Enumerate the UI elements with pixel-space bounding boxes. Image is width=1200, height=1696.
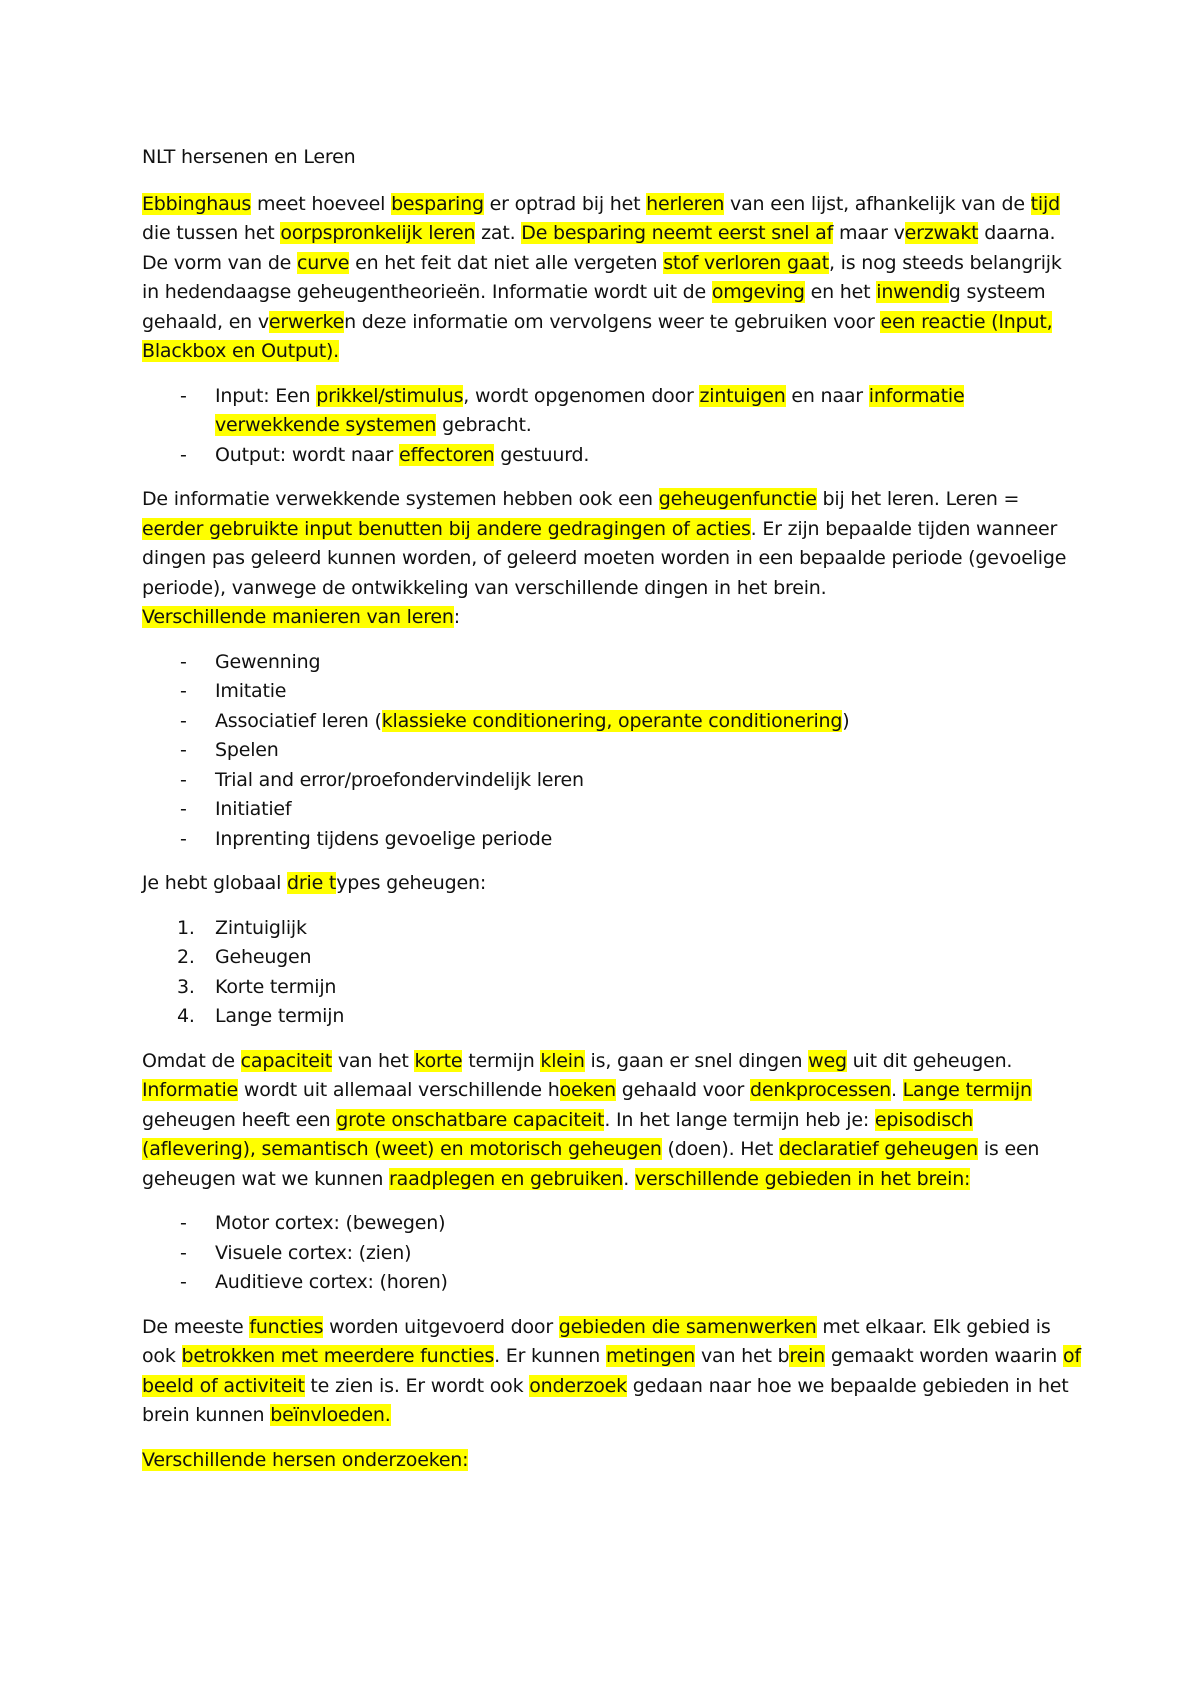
body-text: . Er kunnen bbox=[494, 1345, 606, 1367]
body-text: en het feit dat niet alle vergeten bbox=[349, 251, 664, 274]
body-text: die tussen het bbox=[142, 222, 281, 244]
highlighted-text: metingen bbox=[605, 1345, 696, 1367]
body-text: te zien is. Er wordt ook bbox=[304, 1374, 530, 1397]
body-text: van het b bbox=[695, 1345, 790, 1367]
body-text: Inprenting tijdens gevoelige periode bbox=[215, 827, 553, 850]
highlighted-text: grote onschatbare capaciteit bbox=[336, 1108, 605, 1131]
highlighted-text: curve bbox=[297, 251, 350, 274]
highlighted-text: een reactie (Input, Blackbox en Output). bbox=[142, 310, 1053, 362]
highlighted-text: verschillende gebieden in het brein: bbox=[634, 1167, 971, 1190]
highlighted-text: functies bbox=[249, 1315, 324, 1338]
list-item bbox=[142, 736, 1082, 766]
body-text: Associatief leren ( bbox=[215, 709, 382, 732]
highlighted-text: besparing bbox=[391, 192, 484, 215]
body-text: met elkaar. Elk gebied is ook bbox=[142, 1315, 1051, 1367]
body-text: g systeem gehaald, en v bbox=[142, 281, 1046, 333]
highlighted-text: rein bbox=[789, 1345, 826, 1367]
body-text: . Er zijn bepaalde tijden wanneer dingen pas geleerd kunnen worden, of geleerd moeten worden in een bepaalde periode (gevoelige periode), vanwege de ontwikkeling van verschillende dingen in het brein. bbox=[142, 517, 1067, 599]
highlighted-text: Verschillende hersen onderzoeken: bbox=[142, 1448, 469, 1471]
highlighted-text: denkprocessen bbox=[750, 1079, 891, 1101]
highlighted-text: informatie verwekkende systemen bbox=[215, 384, 965, 436]
body-text: uit dit geheugen. bbox=[846, 1049, 1013, 1072]
input-output-list bbox=[142, 382, 1082, 471]
highlighted-text: betrokken met meerdere functies bbox=[181, 1345, 495, 1367]
document-title: NLT hersenen en Leren bbox=[142, 146, 356, 168]
paragraph-geheugen-types bbox=[142, 869, 1082, 899]
body-text: gemaakt worden waarin bbox=[825, 1345, 1063, 1367]
list-item-text: Geheugen bbox=[215, 946, 312, 968]
paragraph-functies bbox=[142, 1313, 1082, 1431]
list-item bbox=[142, 1002, 1082, 1032]
body-text: gebracht. bbox=[436, 414, 532, 436]
highlighted-text: raadplegen en gebruiken bbox=[389, 1167, 624, 1190]
body-text: geheugen heeft een bbox=[142, 1108, 337, 1131]
body-text: Initiatief bbox=[215, 798, 292, 820]
highlighted-text: zintuigen bbox=[699, 384, 786, 407]
body-text: is, gaan er snel dingen bbox=[584, 1049, 809, 1072]
body-text: van het bbox=[332, 1049, 415, 1072]
highlighted-text: capaciteit bbox=[240, 1049, 333, 1072]
highlighted-text: of beeld of activiteit bbox=[142, 1345, 1081, 1397]
document-page bbox=[142, 135, 1082, 1490]
body-text: Motor cortex: (bewegen) bbox=[215, 1212, 446, 1234]
list-item bbox=[142, 795, 1082, 825]
body-text: n deze informatie om vervolgens weer te gebruiken voor bbox=[344, 310, 881, 333]
highlighted-text: episodisch (aflevering), semantisch (weet) en motorisch geheugen bbox=[142, 1108, 974, 1160]
body-text: Auditieve cortex: (horen) bbox=[215, 1271, 448, 1293]
body-text: en naar bbox=[785, 384, 869, 407]
body-text: gehaald voor bbox=[615, 1079, 751, 1101]
body-text: wordt uit allemaal verschillende h bbox=[238, 1079, 560, 1101]
body-text: , is nog steeds belangrijk in hedendaagse geheugentheorieën. Informatie wordt uit de bbox=[142, 251, 1062, 303]
body-text: De meeste bbox=[142, 1315, 250, 1338]
list-item-text: Lange termijn bbox=[215, 1005, 345, 1027]
highlighted-text: erzwakt bbox=[904, 222, 979, 244]
list-number: 3. bbox=[177, 975, 195, 998]
highlighted-text: korte bbox=[414, 1049, 463, 1072]
body-text: Je hebt globaal bbox=[142, 872, 288, 894]
body-text: gedaan naar hoe we bepaalde gebieden in het brein kunnen bbox=[142, 1374, 1069, 1426]
paragraph-capaciteit bbox=[142, 1047, 1082, 1195]
highlighted-text: onderzoek bbox=[529, 1374, 627, 1397]
body-text: Trial and error/proefondervindelijk leren bbox=[215, 768, 584, 791]
body-text: is een geheugen wat we kunnen bbox=[142, 1138, 1040, 1190]
list-item bbox=[142, 382, 1082, 441]
body-text: en het bbox=[804, 281, 877, 303]
highlighted-text: prikkel/stimulus bbox=[316, 384, 464, 407]
paragraph-hersen-onderzoeken bbox=[142, 1446, 1082, 1476]
list-number: 1. bbox=[177, 916, 195, 939]
highlighted-text: oeken bbox=[559, 1079, 616, 1101]
list-item bbox=[142, 766, 1082, 796]
body-text: er optrad bij het bbox=[483, 192, 647, 215]
body-text: meet hoeveel bbox=[251, 192, 392, 215]
list-item bbox=[142, 914, 1082, 944]
body-text: Gewenning bbox=[215, 650, 321, 673]
highlighted-text: gebieden die samenwerken bbox=[558, 1315, 817, 1338]
highlighted-text: klein bbox=[540, 1049, 585, 1072]
body-text: ypes geheugen: bbox=[336, 872, 487, 894]
body-text: . bbox=[890, 1079, 903, 1101]
highlighted-text: tijd bbox=[1030, 192, 1060, 215]
highlighted-text: stof verloren gaat bbox=[663, 251, 829, 274]
highlighted-text: oorpspronkelijk leren bbox=[280, 222, 476, 244]
paragraph-informatie-systemen bbox=[142, 485, 1082, 603]
highlighted-text: klassieke conditionering, operante conditionering bbox=[381, 709, 843, 732]
body-text: Omdat de bbox=[142, 1049, 241, 1072]
list-item bbox=[142, 707, 1082, 737]
body-text: Visuele cortex: (zien) bbox=[215, 1241, 412, 1264]
highlighted-text: drie t bbox=[287, 872, 337, 894]
body-text: van een lijst, afhankelijk van de bbox=[724, 192, 1031, 215]
highlighted-text: Lange termijn bbox=[902, 1079, 1032, 1101]
list-item bbox=[142, 1239, 1082, 1269]
highlighted-text: inwendi bbox=[876, 281, 949, 303]
list-item bbox=[142, 943, 1082, 973]
body-text: Spelen bbox=[215, 739, 279, 761]
list-item bbox=[142, 973, 1082, 1003]
list-item bbox=[142, 1268, 1082, 1298]
paragraph-ebbinghaus bbox=[142, 190, 1082, 367]
highlighted-text: Informatie bbox=[142, 1079, 239, 1101]
list-item bbox=[142, 441, 1082, 471]
body-text: maar v bbox=[833, 222, 905, 244]
body-text: termijn bbox=[462, 1049, 541, 1072]
body-text: Imitatie bbox=[215, 680, 287, 702]
body-text: De informatie verwekkende systemen hebben ook een bbox=[142, 488, 659, 510]
body-text: Input: Een bbox=[215, 384, 317, 407]
highlighted-text: effectoren bbox=[399, 443, 495, 466]
highlighted-text: eerder gebruikte input benutten bij andere gedragingen of acties bbox=[142, 517, 751, 540]
body-text: daarna. De vorm van de bbox=[142, 222, 1056, 274]
list-item-text: Korte termijn bbox=[215, 975, 337, 998]
body-text: bij het leren. Leren = bbox=[816, 488, 1020, 510]
highlighted-text: De besparing neemt eerst snel af bbox=[521, 222, 834, 244]
highlighted-text: omgeving bbox=[711, 281, 805, 303]
body-text: worden uitgevoerd door bbox=[323, 1315, 559, 1338]
highlighted-text: declaratief geheugen bbox=[778, 1138, 978, 1160]
body-text: . bbox=[623, 1167, 635, 1190]
list-number: 2. bbox=[177, 946, 195, 968]
list-item bbox=[142, 677, 1082, 707]
learning-methods-list bbox=[142, 648, 1082, 855]
body-text: , wordt opgenomen door bbox=[463, 384, 700, 407]
highlighted-text: weg bbox=[808, 1049, 847, 1072]
highlighted-text: geheugenfunctie bbox=[658, 488, 817, 510]
list-number: 4. bbox=[177, 1005, 195, 1027]
highlighted-text: Verschillende manieren van leren bbox=[142, 606, 454, 628]
highlighted-text: Ebbinghaus bbox=[142, 192, 252, 215]
body-text: gestuurd. bbox=[494, 443, 590, 466]
list-item bbox=[142, 648, 1082, 678]
highlighted-text: erwerke bbox=[268, 310, 345, 333]
highlighted-text: beïnvloeden. bbox=[270, 1404, 391, 1426]
list-item-text: Zintuiglijk bbox=[215, 916, 307, 939]
body-text: zat. bbox=[475, 222, 522, 244]
list-item bbox=[142, 825, 1082, 855]
body-text: Output: wordt naar bbox=[215, 443, 400, 466]
brain-areas-list bbox=[142, 1209, 1082, 1298]
memory-types-list bbox=[142, 914, 1082, 1032]
body-text: : bbox=[453, 606, 460, 628]
list-item bbox=[142, 1209, 1082, 1239]
body-text: ) bbox=[842, 709, 850, 732]
body-text: . In het lange termijn heb je: bbox=[604, 1108, 875, 1131]
paragraph-manieren-van-leren bbox=[142, 603, 1082, 633]
highlighted-text: herleren bbox=[646, 192, 725, 215]
body-text: (doen). Het bbox=[661, 1138, 779, 1160]
